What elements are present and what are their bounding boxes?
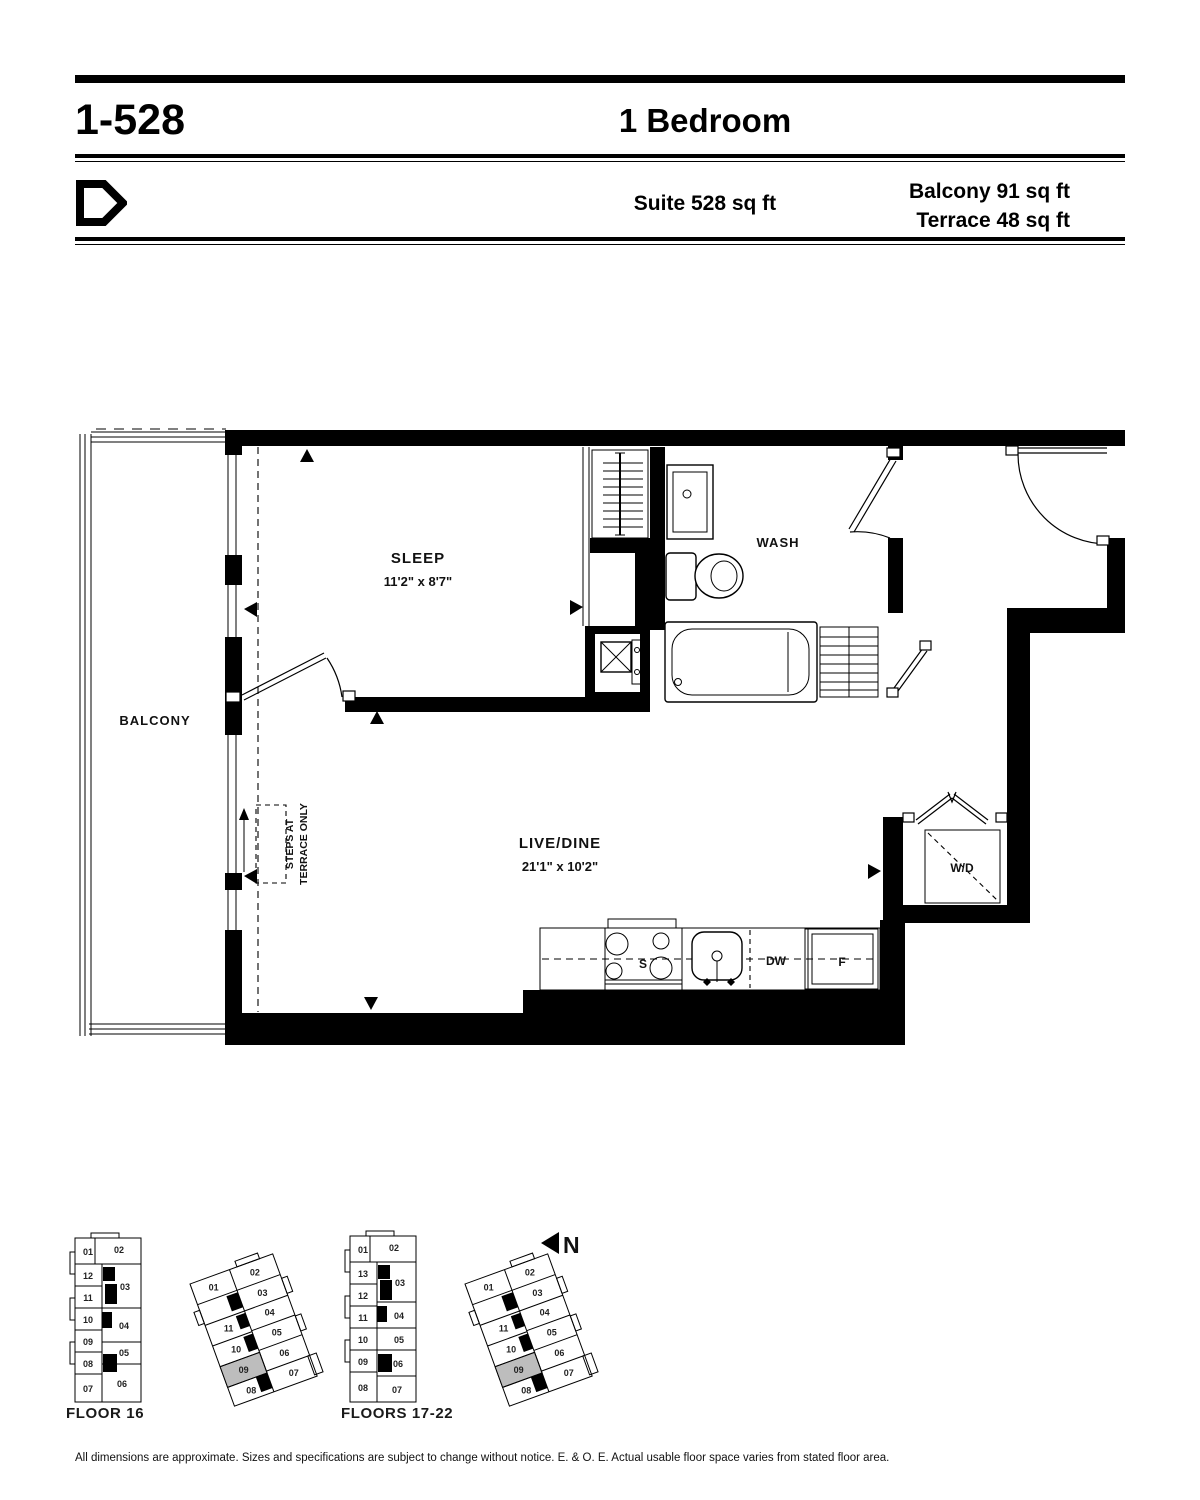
unit-number: 08: [357, 1383, 369, 1393]
bedroom-door: [226, 653, 355, 702]
unit-type-title: 1 Bedroom: [618, 102, 792, 139]
floor-plan: [60, 420, 1140, 1070]
unit-number: 03: [257, 1287, 268, 1298]
unit-number: 10: [82, 1315, 94, 1325]
unit-number: 07: [288, 1368, 299, 1379]
unit-number: 09: [82, 1337, 94, 1347]
keyplan17-tower: [345, 1231, 416, 1402]
keyplan-floor-16: [66, 1232, 326, 1414]
unit-number: 07: [391, 1385, 403, 1395]
unit-number: 01: [82, 1247, 94, 1257]
unit-number: 11: [498, 1323, 509, 1334]
linen-closet: [820, 627, 878, 697]
unit-number: 02: [113, 1245, 125, 1255]
balcony-railing: [80, 429, 230, 1036]
unit-arrow-icon: [75, 179, 127, 227]
unit-number: 01: [208, 1282, 219, 1293]
unit-number: 03: [394, 1278, 406, 1288]
linen-door: [887, 641, 931, 697]
unit-number: 04: [118, 1321, 130, 1331]
unit-number: 04: [393, 1311, 405, 1321]
livedine-label: LIVE/DINE: [518, 835, 602, 852]
unit-number: 12: [357, 1291, 369, 1301]
wash-label: WASH: [756, 535, 800, 550]
unit-number: 06: [116, 1379, 128, 1389]
suite-area: Suite 528 sq ft: [633, 192, 777, 215]
header-rule-1: [75, 154, 1125, 162]
mech-shaft: [601, 640, 642, 684]
unit-number: 12: [82, 1271, 94, 1281]
bedroom-closet: [592, 450, 648, 538]
unit-number: 10: [357, 1335, 369, 1345]
header-rule-2: [75, 237, 1125, 245]
unit-number: 05: [271, 1327, 282, 1338]
outdoor-areas: [909, 177, 1070, 235]
unit-number: 02: [524, 1267, 535, 1278]
washer-dryer-closet: [903, 792, 1007, 903]
unit-number: 10: [231, 1344, 242, 1355]
keyplan17-caption: FLOORS 17-22: [341, 1405, 454, 1422]
unit-number: 13: [357, 1269, 369, 1279]
livedine-dims: 21'1" x 10'2": [521, 859, 599, 874]
terrace-area: Terrace 48 sq ft: [916, 209, 1070, 232]
sleep-partition-wall: [583, 447, 589, 626]
wd-label: W/D: [950, 861, 974, 875]
unit-number: 07: [82, 1384, 94, 1394]
unit-number: 08: [246, 1385, 257, 1396]
unit-number: 04: [539, 1307, 550, 1318]
keyplan16-caption: FLOOR 16: [66, 1405, 145, 1422]
sleep-label: SLEEP: [390, 550, 446, 567]
disclaimer-text: All dimensions are approximate. Sizes and specifications are subject to change without notice. E. & O. E. Actual usable floor space varies from stated floor area.: [75, 1452, 890, 1464]
unit-number: 04: [264, 1307, 275, 1318]
top-bar: [75, 75, 1125, 83]
balcony-area: Balcony 91 sq ft: [908, 180, 1070, 203]
wall-markers: [244, 449, 881, 1010]
terrace-steps: [239, 805, 286, 883]
dw-label: DW: [766, 954, 786, 968]
unit-number: 08: [521, 1385, 532, 1396]
north-label: N: [563, 1232, 580, 1258]
balcony-label: BALCONY: [119, 713, 191, 728]
unit-number: 03: [119, 1282, 131, 1292]
unit-number: 06: [279, 1348, 290, 1359]
bathtub: [665, 622, 817, 702]
keyplan16-wing: [182, 1246, 323, 1408]
toilet: [666, 553, 743, 600]
unit-number: 01: [357, 1245, 369, 1255]
fridge-label: F: [838, 955, 846, 969]
bathroom-door: [849, 448, 900, 538]
sleep-dims: 11'2" x 8'7": [383, 574, 453, 589]
unit-number: 06: [392, 1359, 404, 1369]
unit-number: 05: [546, 1327, 557, 1338]
unit-number: 09: [513, 1365, 524, 1376]
unit-number: 09: [357, 1357, 369, 1367]
unit-number: 07: [563, 1368, 574, 1379]
unit-number: 02: [249, 1267, 260, 1278]
unit-number: 11: [223, 1323, 234, 1334]
unit-number: 02: [388, 1243, 400, 1253]
entry-door: [1006, 446, 1109, 545]
unit-number: 03: [532, 1287, 543, 1298]
steps-note-line1: STEPS AT: [284, 818, 296, 870]
steps-note-line2: TERRACE ONLY: [298, 803, 310, 885]
unit-number: 08: [82, 1359, 94, 1369]
unit-number: 11: [83, 1293, 93, 1303]
keyplan-floors-17-22: [341, 1226, 601, 1414]
keyplan17-wing: [457, 1246, 598, 1408]
kitchen-sink: [692, 932, 742, 986]
unit-number: 11: [358, 1313, 368, 1323]
unit-number: 01: [483, 1282, 494, 1293]
stove-label: S: [638, 957, 648, 971]
bathroom-sink: [667, 465, 713, 539]
keyplan16-tower: [70, 1233, 141, 1402]
unit-number: 10: [506, 1344, 517, 1355]
unit-number: 05: [118, 1348, 130, 1358]
stove: [606, 933, 672, 979]
unit-number: 05: [393, 1335, 405, 1345]
unit-code: 1-528: [75, 96, 185, 144]
unit-number: 09: [238, 1365, 249, 1376]
unit-number: 06: [554, 1348, 565, 1359]
